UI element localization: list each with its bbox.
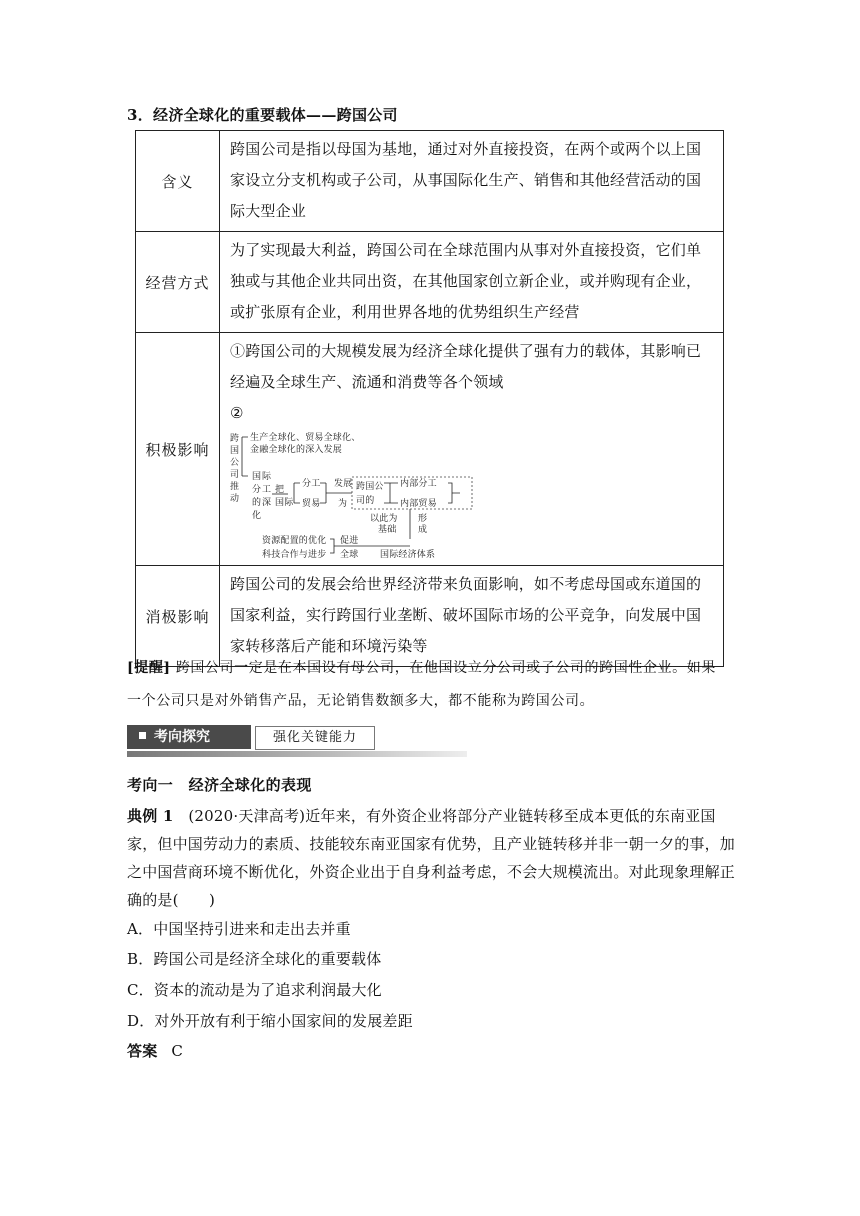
row-content-meaning: 跨国公司是指以母国为基地，通过对外直接投资，在两个或两个以上国家设立分支机构或子公司，从事国际化生产、销售和其他经营活动的国际大型企业 bbox=[220, 131, 724, 232]
kjhz-label: 科技合作与进步 bbox=[262, 550, 327, 560]
influence-diagram bbox=[230, 431, 490, 561]
cujin-label: 促进 bbox=[340, 536, 359, 546]
xc1-label: 形 bbox=[418, 514, 428, 524]
fazhan-label: 发展 bbox=[334, 479, 353, 489]
top-branch-1: 生产全球化、贸易全球化、 bbox=[250, 433, 361, 443]
positive-item-2: ② bbox=[230, 404, 244, 422]
banner-left-text: 考向探究 bbox=[154, 729, 210, 745]
kaoxiang-title: 考向一 经济全球化的表现 bbox=[127, 776, 312, 794]
square-icon bbox=[139, 732, 146, 739]
row-content-negative: 跨国公司的发展会给世界经济带来负面影响，如不考虑母国或东道国的国家利益，实行跨国行业垄断、破坏国际市场的公平竞争，向发展中国家转移落后产能和环境污染等 bbox=[220, 566, 724, 667]
diagram-left-6: 动 bbox=[230, 494, 240, 504]
intl-2: 际 bbox=[262, 472, 272, 482]
intl-5: 的 bbox=[252, 498, 262, 508]
table-row bbox=[136, 333, 724, 566]
maoyi-label: 贸易 bbox=[302, 499, 321, 509]
option-a: A．中国坚持引进来和走出去并重 bbox=[127, 920, 351, 938]
table-row bbox=[136, 131, 724, 232]
answer-value: C bbox=[171, 1042, 184, 1060]
guoji-label: 国际 bbox=[275, 498, 294, 508]
example-paragraph bbox=[127, 802, 739, 914]
fengong-label: 分工 bbox=[302, 479, 321, 489]
intl-4: 工 bbox=[262, 485, 272, 495]
option-d: D．对外开放有利于缩小国家间的发展差距 bbox=[127, 1012, 413, 1030]
top-branch-2: 金融全球化的深入发展 bbox=[250, 445, 343, 455]
diagram-left-4: 司 bbox=[230, 470, 240, 480]
intl-1: 国 bbox=[252, 472, 262, 482]
option-c: C．资本的流动是为了追求利润最大化 bbox=[127, 981, 382, 999]
answer-line bbox=[127, 1040, 183, 1061]
diagram-left-3: 公 bbox=[230, 458, 240, 468]
ycwjc2-label: 基础 bbox=[378, 525, 397, 535]
row-label-positive: 积极影响 bbox=[136, 333, 220, 566]
banner-right: 强化关键能力 bbox=[255, 726, 375, 750]
banner-left bbox=[127, 725, 251, 749]
xc2-label: 成 bbox=[418, 525, 428, 535]
row-content-operation: 为了实现最大利益，跨国公司在全球范围内从事对外直接投资，它们单独或与其他企业共同出资，在其他国家创立新企业，或并购现有企业，或扩张原有企业，利用世界各地的优势组织生产经营 bbox=[220, 232, 724, 333]
kgs1-label: 跨国公 bbox=[356, 482, 384, 492]
row-label-negative: 消极影响 bbox=[136, 566, 220, 667]
intl-3: 分 bbox=[252, 485, 262, 495]
banner-underline bbox=[127, 751, 467, 757]
ba-label: 把 bbox=[275, 485, 285, 495]
zypz-label: 资源配置的优化 bbox=[262, 536, 327, 546]
row-label-meaning: 含义 bbox=[136, 131, 220, 232]
diagram-left-2: 国 bbox=[230, 446, 240, 456]
gjjjtx-label: 国际经济体系 bbox=[380, 550, 436, 560]
intl-6: 深 bbox=[262, 498, 272, 508]
reminder-text: 跨国公司一定是在本国设有母公司，在他国设立分公司或子公司的跨国性企业。如果一个公司只是对外销售产品，无论销售数额多大，都不能称为跨国公司。 bbox=[127, 660, 716, 709]
row-label-operation: 经营方式 bbox=[136, 232, 220, 333]
wei-label: 为 bbox=[338, 499, 348, 509]
diagram-left-1: 跨 bbox=[230, 434, 240, 444]
section-banner bbox=[127, 722, 467, 758]
nbfg-label: 内部分工 bbox=[400, 479, 437, 489]
intl-7: 化 bbox=[252, 511, 262, 521]
diagram-left-5: 推 bbox=[230, 482, 240, 492]
reminder-paragraph bbox=[127, 652, 727, 718]
row-content-positive bbox=[220, 333, 724, 566]
ycwjc1-label: 以此为 bbox=[370, 514, 398, 524]
answer-label: 答案 bbox=[127, 1042, 158, 1060]
example-text: (2020·天津高考)近年来，有外资企业将部分产业链转移至成本更低的东南亚国家，但中国劳动力的素质、技能较东南亚国家有优势，且产业链转移并非一朝一夕的事，加之中国营商环境不断优化，外资企业出于自身利益考虑，不会大规模流出。对此现象理解正确的是( ) bbox=[127, 807, 736, 909]
quanqiu-label: 全球 bbox=[340, 550, 359, 560]
table-row bbox=[136, 232, 724, 333]
multinational-table bbox=[135, 130, 724, 667]
nbmy-label: 内部贸易 bbox=[400, 499, 437, 509]
positive-item-1: ①跨国公司的大规模发展为经济全球化提供了强有力的载体，其影响已经遍及全球生产、流通和消费等各个领域 bbox=[230, 342, 702, 391]
kgs2-label: 司的 bbox=[356, 496, 375, 506]
section-title: 3．经济全球化的重要载体——跨国公司 bbox=[127, 106, 398, 124]
reminder-tag: [提醒] bbox=[127, 660, 171, 676]
example-label: 典例 1 bbox=[127, 807, 174, 825]
option-b: B．跨国公司是经济全球化的重要载体 bbox=[127, 950, 382, 968]
